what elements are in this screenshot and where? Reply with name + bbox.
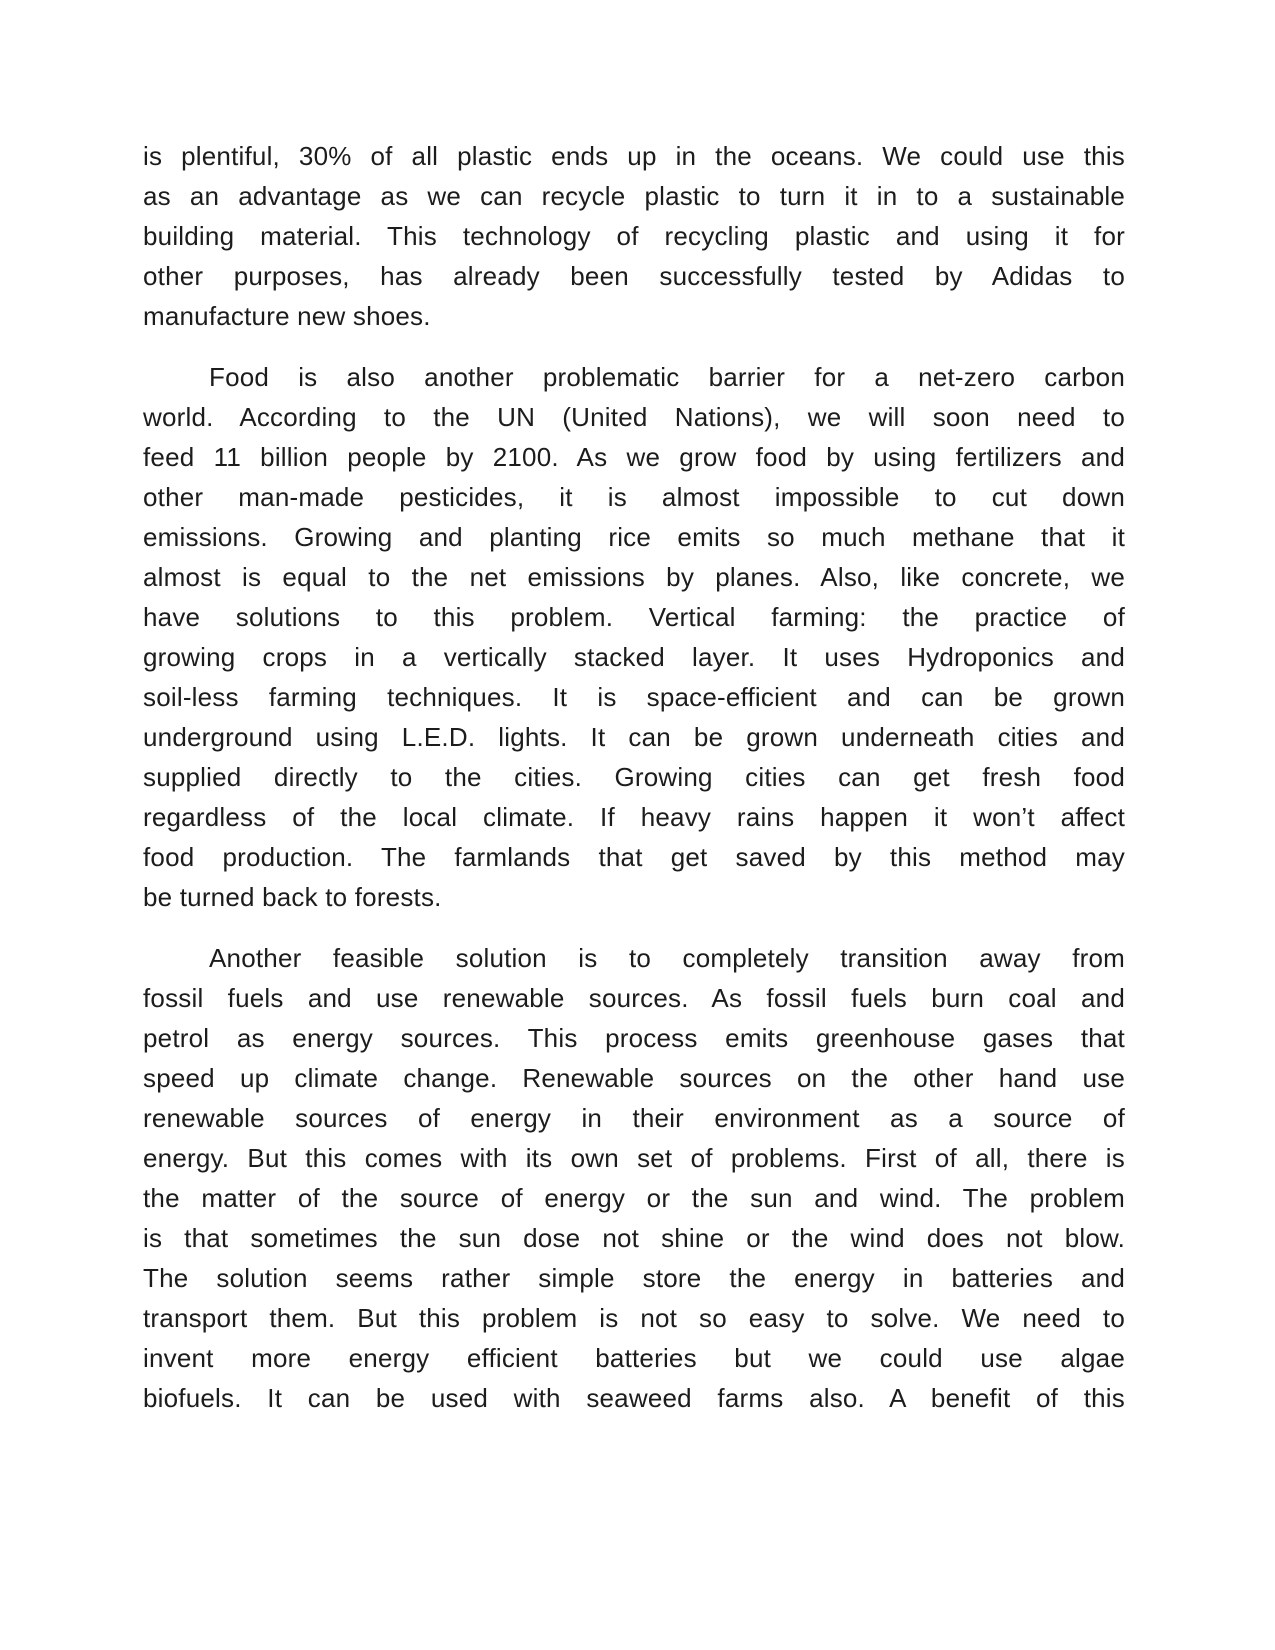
text-line: Food is also another problematic barrier for a net-zero carbon (209, 362, 1125, 392)
text-line: emissions. Growing and planting rice emits so much methane that it (143, 522, 1125, 552)
text-line: transport them. But this problem is not so easy to solve. We need to (143, 1303, 1125, 1333)
text-line: other purposes, has already been successfully tested by Adidas to (143, 261, 1125, 291)
text-line: biofuels. It can be used with seaweed farms also. A benefit of this (143, 1383, 1125, 1413)
text-line: feed 11 billion people by 2100. As we grow food by using fertilizers and (143, 442, 1125, 472)
paragraph (143, 357, 1125, 917)
document-body (143, 136, 1125, 1418)
text-line: underground using L.E.D. lights. It can be grown underneath cities and (143, 722, 1125, 752)
text-line: The solution seems rather simple store the energy in batteries and (143, 1263, 1125, 1293)
text-line: building material. This technology of recycling plastic and using it for (143, 221, 1125, 251)
text-line: other man-made pesticides, it is almost impossible to cut down (143, 482, 1125, 512)
text-line: have solutions to this problem. Vertical farming: the practice of (143, 602, 1125, 632)
text-line: Another feasible solution is to completely transition away from (209, 943, 1125, 973)
text-line: almost is equal to the net emissions by planes. Also, like concrete, we (143, 562, 1125, 592)
text-line: the matter of the source of energy or the sun and wind. The problem (143, 1183, 1125, 1213)
text-line: supplied directly to the cities. Growing cities can get fresh food (143, 762, 1125, 792)
text-line: as an advantage as we can recycle plastic to turn it in to a sustainable (143, 181, 1125, 211)
text-line: is plentiful, 30% of all plastic ends up in the oceans. We could use this (143, 141, 1125, 171)
text-line: regardless of the local climate. If heavy rains happen it won’t affect (143, 802, 1125, 832)
text-line: world. According to the UN (United Nations), we will soon need to (143, 402, 1125, 432)
text-line: growing crops in a vertically stacked layer. It uses Hydroponics and (143, 642, 1125, 672)
text-line: petrol as energy sources. This process emits greenhouse gases that (143, 1023, 1125, 1053)
text-line: is that sometimes the sun dose not shine or the wind does not blow. (143, 1223, 1125, 1253)
text-line: food production. The farmlands that get saved by this method may (143, 842, 1125, 872)
text-line: speed up climate change. Renewable sources on the other hand use (143, 1063, 1125, 1093)
text-line: energy. But this comes with its own set of problems. First of all, there is (143, 1143, 1125, 1173)
text-line: be turned back to forests. (143, 882, 442, 912)
text-line: invent more energy efficient batteries but we could use algae (143, 1343, 1125, 1373)
text-line: soil-less farming techniques. It is space-efficient and can be grown (143, 682, 1125, 712)
paragraph (143, 136, 1125, 336)
text-line: renewable sources of energy in their environment as a source of (143, 1103, 1125, 1133)
text-line: manufacture new shoes. (143, 301, 431, 331)
text-line: fossil fuels and use renewable sources. As fossil fuels burn coal and (143, 983, 1125, 1013)
paragraph (143, 938, 1125, 1418)
